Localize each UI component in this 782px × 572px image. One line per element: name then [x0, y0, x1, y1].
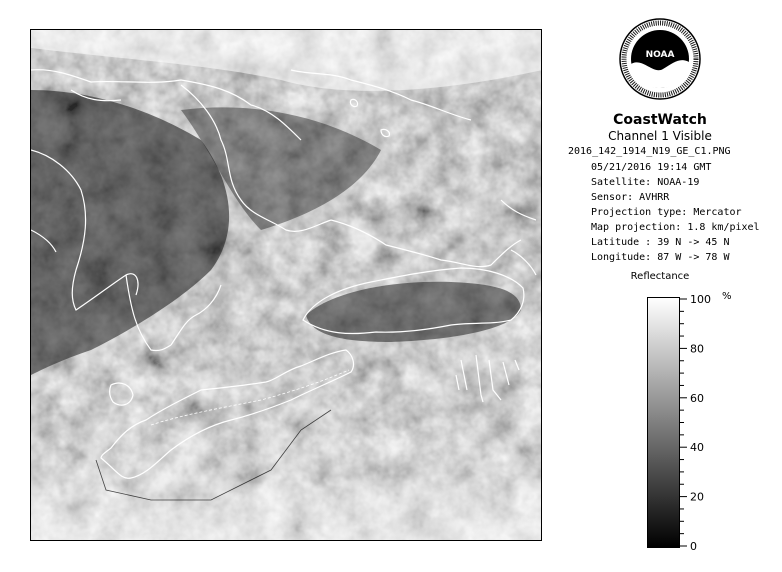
satellite-image — [30, 29, 542, 541]
colorbar-tick-label: 20 — [690, 490, 704, 504]
noaa-logo — [618, 17, 702, 101]
latitude-range: Latitude : 39 N -> 45 N — [591, 237, 730, 248]
colorbar-tick-label: 60 — [690, 391, 704, 405]
map-projection: Map projection: 1.8 km/pixel — [591, 222, 760, 233]
longitude-range: Longitude: 87 W -> 78 W — [591, 252, 730, 263]
legend-title: Reflectance — [630, 271, 690, 282]
date-time: 05/21/2016 19:14 GMT — [591, 162, 712, 173]
projection-type: Projection type: Mercator — [591, 207, 742, 218]
colorbar-tick-label: 0 — [690, 540, 697, 553]
file-name: 2016_142_1914_N19_GE_C1.PNG — [568, 146, 731, 157]
colorbar-tick-label: 100 — [690, 293, 711, 306]
metadata-list — [591, 160, 760, 265]
logo-text: NOAA — [645, 50, 675, 60]
colorbar-tick-label: 80 — [690, 342, 704, 356]
channel-label: Channel 1 Visible — [608, 129, 712, 143]
legend-unit: % — [722, 291, 732, 302]
map-canvas — [31, 30, 542, 541]
colorbar — [647, 297, 680, 548]
sensor: Sensor: AVHRR — [591, 192, 670, 203]
satellite: Satellite: NOAA-19 — [591, 177, 700, 188]
colorbar-tick-label: 40 — [690, 441, 704, 455]
product-title: CoastWatch — [613, 112, 707, 128]
